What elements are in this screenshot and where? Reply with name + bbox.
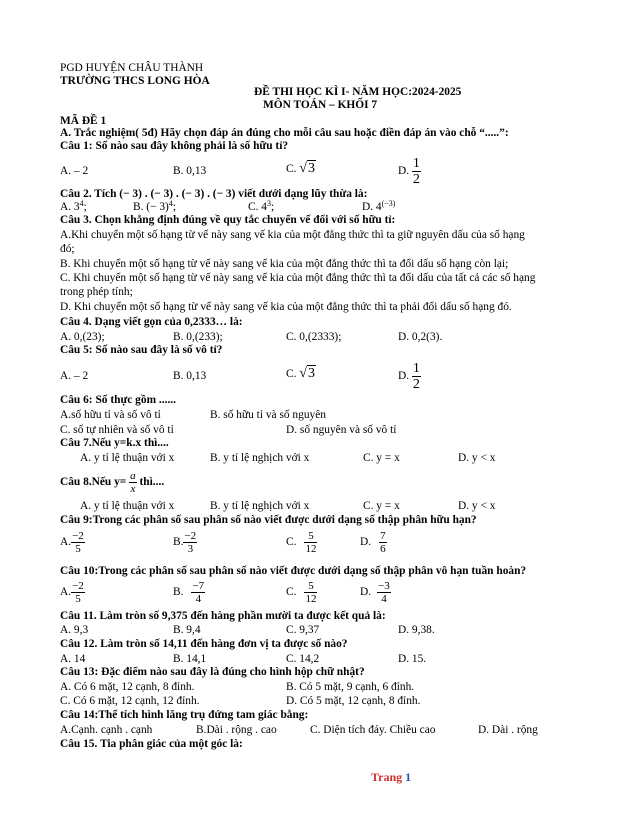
question-13: Câu 13: Đặc điểm nào sau đây là đúng cho hình hộp chữ nhật?: [60, 666, 365, 678]
exam-subject: MÔN TOÁN – KHỐI 7: [263, 99, 378, 111]
q1-option-d: D. $\frac{1}{2}$: [398, 156, 420, 187]
q9-option-c: C. $\frac{5}{12}$: [286, 530, 317, 555]
q3-option-d: D. Khi chuyển một số hạng từ vế này sang vế kia của một đẳng thức thì ta phải đổi dấu số hạng đó.: [60, 301, 512, 313]
q8-option-d: D. y < x: [458, 500, 496, 512]
q3-option-b: B. Khi chuyển một số hạng từ vế này sang vế kia của một đẳng thức thì ta đổi dấu số hạng còn lại;: [60, 258, 509, 270]
q14-option-d: D. Dài . rộng: [478, 724, 538, 736]
question-9: Câu 9:Trong các phân số sau phân số nào viết được dưới dạng số thập phân hữu hạn?: [60, 514, 477, 526]
q14-option-a: A.Cạnh. cạnh . cạnh: [60, 724, 153, 736]
section-a-heading: A. Trắc nghiệm( 5đ) Hãy chọn đáp án đúng cho mỗi câu sau hoặc điền đáp án vào chỗ “.....”:: [60, 127, 509, 139]
q10-option-a: A. $\frac{-2}{5}$: [60, 580, 84, 605]
q13-option-d: D. Có 5 mặt, 12 cạnh, 8 đỉnh.: [286, 695, 421, 707]
q5-option-a: A. – 2: [60, 370, 89, 382]
q10-option-d: D. $\frac{-3}{4}$: [360, 580, 390, 605]
q11-option-b: B. 9,4: [173, 624, 201, 636]
q14-option-c: C. Diện tích đáy. Chiều cao: [310, 724, 436, 736]
q5-option-d: D. $\frac{1}{2}$: [398, 361, 420, 392]
sqrt-symbol: √3: [299, 161, 315, 176]
q12-option-b: B. 14,1: [173, 653, 207, 665]
page-label: Trang: [371, 770, 403, 784]
q3-option-c-line2: trong phép tính;: [60, 286, 133, 298]
q1-option-b: B. 0,13: [173, 165, 207, 177]
q8-option-c: C. y = x: [363, 500, 400, 512]
question-2: Câu 2. Tích (− 3) . (− 3) . (− 3) . (− 3) viết dưới dạng lũy thừa là:: [60, 188, 368, 200]
q1-option-a: A. – 2: [60, 165, 89, 177]
exam-title: ĐỀ THI HỌC KÌ I- NĂM HỌC:2024-2025: [254, 86, 462, 98]
q4-option-d: D. 0,2(3).: [398, 331, 443, 343]
q1-option-c: C. √3: [286, 161, 315, 176]
q2-option-b: B. (− 3)$^4$;: [133, 199, 177, 213]
q9-option-b: B. $\frac{-2}{3}$: [173, 530, 197, 555]
q11-option-a: A. 9,3: [60, 624, 89, 636]
exam-code: MÃ ĐỀ 1: [60, 115, 107, 127]
q12-option-a: A. 14: [60, 653, 86, 665]
q2-option-d: D. $4^{(-3)}$: [362, 199, 396, 213]
q6-option-d: D. số nguyên và số vô tỉ: [286, 424, 397, 436]
q6-option-c: C. số tự nhiên và số vô tỉ: [60, 424, 174, 436]
q10-option-b: B. $\frac{-7}{4}$: [173, 580, 205, 605]
sqrt-symbol: √3: [299, 366, 315, 381]
q5-option-b: B. 0,13: [173, 370, 207, 382]
q3-option-a-line1: A.Khi chuyển một số hạng từ vế này sang vế kia của một đẳng thức thì ta giữ nguyên dấu của số hạng: [60, 229, 525, 241]
q7-option-b: B. y tỉ lệ nghịch với x: [210, 452, 310, 464]
q13-option-b: B. Có 5 mặt, 9 cạnh, 6 đỉnh.: [286, 681, 415, 693]
question-10: Câu 10:Trong các phân số sau phân số nào viết được dưới dạng số thập phân vô hạn tuần hoàn?: [60, 565, 527, 577]
q7-option-a: A. y tỉ lệ thuận với x: [80, 452, 175, 464]
school-name: TRƯỜNG THCS LONG HÒA: [60, 75, 210, 87]
q8-option-b: B. y tỉ lệ nghịch với x: [210, 500, 310, 512]
q7-option-d: D. y < x: [458, 452, 496, 464]
question-12: Câu 12. Làm tròn số 14,11 đến hàng đơn vị ta được số nào?: [60, 638, 348, 650]
question-3: Câu 3. Chọn khẳng định đúng về quy tắc chuyển vế đổi với số hữu tỉ:: [60, 214, 396, 226]
question-11: Câu 11. Làm tròn số 9,375 đến hàng phần mười ta được kết quả là:: [60, 610, 386, 622]
q6-option-b: B. số hữu tỉ và số nguyên: [210, 409, 326, 421]
q11-option-c: C. 9,37: [286, 624, 320, 636]
q3-option-c-line1: C. Khi chuyển một số hạng từ vế này sang vế kia của một đẳng thức thì ta đổi dấu của tất cả các số hạng: [60, 272, 536, 284]
q4-option-c: C. 0,(2333);: [286, 331, 342, 343]
q10-option-c: C. $\frac{5}{12}$: [286, 580, 317, 605]
q3-option-a-line2: đó;: [60, 243, 75, 255]
q4-option-b: B. 0,(233);: [173, 331, 223, 343]
q12-option-d: D. 15.: [398, 653, 427, 665]
q14-option-b: B.Dài . rộng . cao: [196, 724, 277, 736]
question-15: Câu 15. Tia phân giác của một góc là:: [60, 738, 243, 750]
q7-option-c: C. y = x: [363, 452, 400, 464]
q11-option-d: D. 9,38.: [398, 624, 435, 636]
q13-option-c: C. Có 6 mặt, 12 cạnh, 12 đỉnh.: [60, 695, 200, 707]
q2-option-a: A. $3^4$;: [60, 199, 87, 213]
question-8: Câu 8.Nếu y= $\frac{a}{x}$ thì....: [60, 470, 165, 495]
question-4: Câu 4. Dạng viết gọn của 0,2333… là:: [60, 316, 243, 328]
q5-option-c: C. √3: [286, 366, 315, 381]
question-7: Câu 7.Nếu y=k.x thì....: [60, 437, 169, 449]
page-footer: [371, 770, 411, 785]
q4-option-a: A. 0,(23);: [60, 331, 105, 343]
question-5: Câu 5: Số nào sau đây là số vô tỉ?: [60, 344, 223, 356]
q12-option-c: C. 14,2: [286, 653, 320, 665]
q6-option-a: A.số hữu tỉ và số vô tỉ: [60, 409, 161, 421]
question-1: Câu 1: Số nào sau đây không phải là số hữu tỉ?: [60, 140, 289, 152]
q9-option-d: D. $\frac{7}{6}$: [360, 530, 386, 555]
page-number: 1: [405, 770, 412, 784]
question-6: Câu 6: Số thực gồm ......: [60, 394, 176, 406]
q9-option-a: A. $\frac{-2}{5}$: [60, 530, 84, 555]
question-14: Câu 14:Thể tích hình lăng trụ đứng tam giác bằng:: [60, 709, 309, 721]
department-name: PGD HUYỆN CHÂU THÀNH: [60, 62, 204, 74]
q13-option-a: A. Có 6 mặt, 12 cạnh, 8 đỉnh.: [60, 681, 195, 693]
q8-option-a: A. y tỉ lệ thuận với x: [80, 500, 175, 512]
q2-option-c: C. $4^3$;: [248, 199, 275, 213]
